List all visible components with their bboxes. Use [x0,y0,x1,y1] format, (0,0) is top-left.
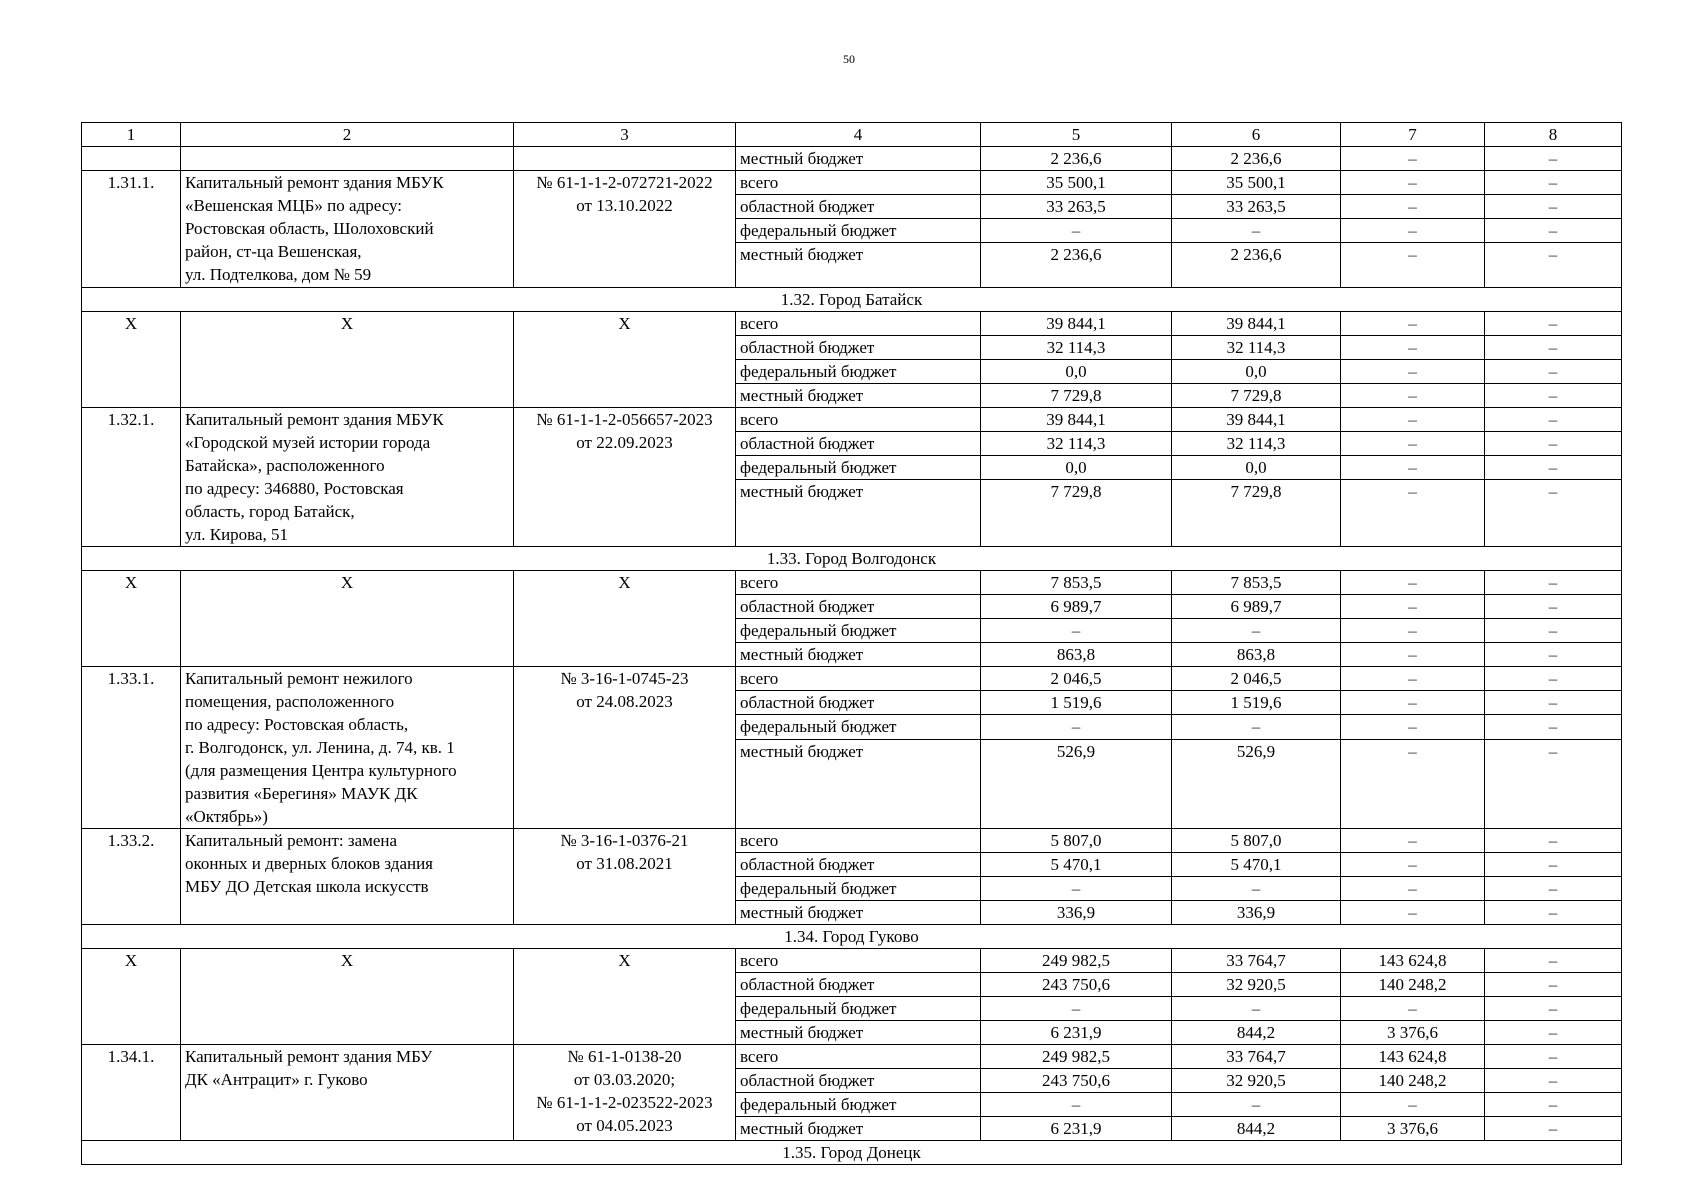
item-description [181,666,514,828]
value-cell: 2 236,6 [981,243,1172,288]
value-cell: – [1485,1068,1622,1092]
description-line: «Городской музей истории города [185,432,431,452]
value-cell: 1 519,6 [1172,690,1341,714]
section-row [82,1140,1622,1164]
item-number: 1.34.1. [82,1044,181,1140]
budget-type-cell: местный бюджет [736,243,981,288]
value-cell: – [1341,852,1485,876]
value-cell: 243 750,6 [981,1068,1172,1092]
value-cell: – [1485,828,1622,852]
value-cell: 5 807,0 [981,828,1172,852]
item-number: 1.31.1. [82,171,181,288]
value-cell: 5 470,1 [981,852,1172,876]
value-cell: – [1341,715,1485,739]
value-cell: – [1485,1116,1622,1140]
document-line: от 04.05.2023 [576,1115,673,1135]
description-line: МБУ ДО Детская школа искусств [185,876,429,896]
value-cell: – [1485,900,1622,924]
value-cell: 249 982,5 [981,948,1172,972]
value-cell: 143 624,8 [1341,1044,1485,1068]
value-cell: – [1485,570,1622,594]
section-row [82,924,1622,948]
budget-table [81,122,1622,1165]
budget-type-cell: всего [736,828,981,852]
value-cell: – [1485,407,1622,431]
budget-type-cell: всего [736,1044,981,1068]
header-cell: 7 [1341,123,1485,147]
document-line: № 61-1-0138-20 [567,1046,682,1066]
budget-type-cell: федеральный бюджет [736,219,981,243]
value-cell: 5 807,0 [1172,828,1341,852]
description-line: Капитальный ремонт нежилого [185,668,413,688]
value-cell: – [1341,383,1485,407]
value-cell: – [1341,828,1485,852]
value-cell: 0,0 [981,455,1172,479]
budget-type-cell: всего [736,666,981,690]
value-cell: – [1341,594,1485,618]
value-cell: – [981,996,1172,1020]
value-cell: – [981,876,1172,900]
value-cell: – [981,219,1172,243]
document-reference [514,311,736,407]
budget-type-cell: областной бюджет [736,195,981,219]
value-cell: 0,0 [1172,359,1341,383]
value-cell: – [1341,219,1485,243]
value-cell: – [1485,876,1622,900]
description-line: ул. Кирова, 51 [185,524,289,544]
value-cell: – [1485,852,1622,876]
section-title: 1.33. Город Волгодонск [82,546,1622,570]
value-cell: 0,0 [1172,455,1341,479]
table-row [82,570,1622,594]
value-cell: – [1341,618,1485,642]
value-cell: – [1341,666,1485,690]
item-number: Х [82,570,181,666]
value-cell: – [1485,243,1622,288]
value-cell: 143 624,8 [1341,948,1485,972]
budget-type-cell: местный бюджет [736,642,981,666]
value-cell: 32 114,3 [1172,431,1341,455]
description-line: ДК «Антрацит» г. Гуково [185,1069,368,1089]
empty-cell [181,147,514,171]
table-row [82,171,1622,195]
value-cell: 35 500,1 [981,171,1172,195]
value-cell: – [981,715,1172,739]
document-reference [514,407,736,546]
value-cell: 7 729,8 [981,479,1172,546]
document-line: № 61-1-1-2-056657-2023 [536,409,713,429]
value-cell: 33 764,7 [1172,948,1341,972]
value-cell: – [1485,972,1622,996]
description-line: (для размещения Центра культурного [185,760,457,780]
description-line: Х [340,950,354,970]
value-cell: 526,9 [1172,739,1341,828]
header-cell: 5 [981,123,1172,147]
description-line: район, ст-ца Вешенская, [185,242,362,261]
value-cell: – [1341,739,1485,828]
value-cell: 0,0 [981,359,1172,383]
value-cell: – [1485,594,1622,618]
document-line: № 3-16-1-0745-23 [560,668,689,688]
table-row [82,147,1622,171]
item-description [181,828,514,924]
value-cell: – [1485,948,1622,972]
value-cell: – [1485,171,1622,195]
value-cell: – [1341,431,1485,455]
value-cell: 6 231,9 [981,1020,1172,1044]
budget-type-cell: местный бюджет [736,1116,981,1140]
value-cell: 32 920,5 [1172,1068,1341,1092]
item-description [181,570,514,666]
budget-type-cell: федеральный бюджет [736,359,981,383]
document-reference [514,570,736,666]
item-description [181,171,514,288]
value-cell: – [1485,455,1622,479]
table-row [82,1044,1622,1068]
budget-type-cell: местный бюджет [736,900,981,924]
description-line: область, город Батайск, [185,501,355,521]
budget-type-cell: областной бюджет [736,594,981,618]
description-line: по адресу: Ростовская область, [185,714,409,734]
description-line: Ростовская область, Шолоховский [185,219,434,238]
item-description [181,311,514,407]
budget-type-cell: областной бюджет [736,972,981,996]
value-cell: – [1485,335,1622,359]
value-cell: – [981,1092,1172,1116]
value-cell: 526,9 [981,739,1172,828]
value-cell: 5 470,1 [1172,852,1341,876]
budget-type-cell: федеральный бюджет [736,715,981,739]
header-cell: 3 [514,123,736,147]
table-row [82,311,1622,335]
value-cell: 6 231,9 [981,1116,1172,1140]
value-cell: – [1485,996,1622,1020]
value-cell: – [1341,479,1485,546]
document-reference [514,1044,736,1140]
value-cell: – [1485,690,1622,714]
value-cell: – [1485,147,1622,171]
value-cell: 336,9 [1172,900,1341,924]
budget-type-cell: местный бюджет [736,1020,981,1044]
header-cell: 1 [82,123,181,147]
table-row [82,828,1622,852]
value-cell: – [1485,383,1622,407]
table-row [82,948,1622,972]
description-line: Капитальный ремонт здания МБУК [185,173,444,192]
document-reference [514,828,736,924]
document-reference [514,948,736,1044]
description-line: оконных и дверных блоков здания [185,853,434,873]
value-cell: – [1341,876,1485,900]
value-cell: – [1341,243,1485,288]
header-cell: 6 [1172,123,1341,147]
description-line: «Вешенская МЦБ» по адресу: [185,196,403,215]
header-cell: 4 [736,123,981,147]
budget-type-cell: федеральный бюджет [736,996,981,1020]
budget-type-cell: областной бюджет [736,335,981,359]
document-reference [514,171,736,288]
value-cell: 32 114,3 [981,431,1172,455]
budget-type-cell: всего [736,311,981,335]
value-cell: 39 844,1 [1172,311,1341,335]
item-number: 1.33.2. [82,828,181,924]
value-cell: 6 989,7 [1172,594,1341,618]
value-cell: – [1341,147,1485,171]
value-cell: – [1485,642,1622,666]
value-cell: 7 853,5 [1172,570,1341,594]
value-cell: – [1485,1092,1622,1116]
description-line: по адресу: 346880, Ростовская [185,478,404,498]
budget-type-cell: всего [736,171,981,195]
value-cell: 844,2 [1172,1116,1341,1140]
value-cell: 32 920,5 [1172,972,1341,996]
description-line: Капитальный ремонт здания МБУК [185,409,444,429]
description-line: Капитальный ремонт: замена [185,830,398,850]
item-number: 1.32.1. [82,407,181,546]
header-cell: 2 [181,123,514,147]
budget-type-cell: всего [736,948,981,972]
section-row [82,287,1622,311]
value-cell: 140 248,2 [1341,1068,1485,1092]
value-cell: 336,9 [981,900,1172,924]
value-cell: – [1341,690,1485,714]
header-cell: 8 [1485,123,1622,147]
value-cell: 6 989,7 [981,594,1172,618]
value-cell: – [1341,900,1485,924]
page-number: 50 [843,52,855,66]
budget-type-cell: областной бюджет [736,690,981,714]
value-cell: – [1341,407,1485,431]
document-line: от 31.08.2021 [576,853,673,873]
value-cell: 7 729,8 [1172,383,1341,407]
value-cell: – [981,618,1172,642]
item-number: Х [82,948,181,1044]
value-cell: 32 114,3 [981,335,1172,359]
value-cell: – [1485,479,1622,546]
description-line: Капитальный ремонт здания МБУ [185,1046,433,1066]
document-line: от 24.08.2023 [576,691,673,711]
budget-type-cell: федеральный бюджет [736,618,981,642]
value-cell: 863,8 [981,642,1172,666]
document-line: № 61-1-1-2-023522-2023 [536,1092,713,1112]
value-cell: 7 729,8 [1172,479,1341,546]
value-cell: 39 844,1 [981,311,1172,335]
value-cell: 33 263,5 [1172,195,1341,219]
table-row [82,407,1622,431]
value-cell: – [1172,618,1341,642]
value-cell: – [1485,1044,1622,1068]
value-cell: 35 500,1 [1172,171,1341,195]
value-cell: 3 376,6 [1341,1020,1485,1044]
value-cell: 32 114,3 [1172,335,1341,359]
value-cell: – [1485,359,1622,383]
empty-cell [82,147,181,171]
value-cell: – [1341,359,1485,383]
value-cell: – [1341,996,1485,1020]
value-cell: 39 844,1 [981,407,1172,431]
value-cell: – [1341,455,1485,479]
value-cell: – [1485,1020,1622,1044]
value-cell: – [1485,219,1622,243]
document-line: № 61-1-1-2-072721-2022 [536,173,713,192]
value-cell: – [1485,311,1622,335]
value-cell: 2 236,6 [981,147,1172,171]
document-line: от 03.03.2020; [573,1069,676,1089]
document-line: Х [618,313,631,333]
value-cell: – [1485,666,1622,690]
description-line: помещения, расположенного [185,691,395,711]
value-cell: 2 046,5 [1172,666,1341,690]
section-row [82,546,1622,570]
budget-type-cell: областной бюджет [736,852,981,876]
description-line: развития «Берегиня» МАУК ДК [185,783,418,803]
value-cell: – [1341,335,1485,359]
budget-type-cell: областной бюджет [736,1068,981,1092]
item-number: Х [82,311,181,407]
empty-cell [514,147,736,171]
section-title: 1.34. Город Гуково [82,924,1622,948]
value-cell: – [1341,1092,1485,1116]
document-line: от 13.10.2022 [576,196,673,215]
value-cell: – [1172,1092,1341,1116]
value-cell: – [1341,171,1485,195]
section-title: 1.35. Город Донецк [82,1140,1622,1164]
value-cell: 33 263,5 [981,195,1172,219]
value-cell: 249 982,5 [981,1044,1172,1068]
budget-type-cell: федеральный бюджет [736,876,981,900]
item-description [181,948,514,1044]
value-cell: 140 248,2 [1341,972,1485,996]
value-cell: – [1341,195,1485,219]
value-cell: – [1172,996,1341,1020]
value-cell: – [1341,642,1485,666]
document-line: Х [618,572,631,592]
description-line: «Октябрь») [185,806,268,826]
section-title: 1.32. Город Батайск [82,287,1622,311]
value-cell: – [1341,311,1485,335]
item-description [181,1044,514,1140]
budget-type-cell: федеральный бюджет [736,1092,981,1116]
description-line: Х [340,572,354,592]
budget-type-cell: федеральный бюджет [736,455,981,479]
budget-type-cell: местный бюджет [736,479,981,546]
value-cell: 863,8 [1172,642,1341,666]
budget-type-cell: местный бюджет [736,739,981,828]
budget-type-cell: областной бюджет [736,431,981,455]
value-cell: – [1172,219,1341,243]
value-cell: 7 729,8 [981,383,1172,407]
description-line: Батайска», расположенного [185,455,385,475]
document-line: Х [618,950,631,970]
value-cell: – [1485,715,1622,739]
description-line: Х [340,313,354,333]
budget-type-cell: местный бюджет [736,383,981,407]
value-cell: – [1172,876,1341,900]
document-line: № 3-16-1-0376-21 [560,830,689,850]
value-cell: – [1485,431,1622,455]
item-number: 1.33.1. [82,666,181,828]
value-cell: 2 046,5 [981,666,1172,690]
value-cell: – [1485,618,1622,642]
budget-type-cell: всего [736,570,981,594]
value-cell: – [1172,715,1341,739]
value-cell: 1 519,6 [981,690,1172,714]
value-cell: 7 853,5 [981,570,1172,594]
value-cell: 243 750,6 [981,972,1172,996]
value-cell: – [1485,195,1622,219]
value-cell: – [1485,739,1622,828]
item-description [181,407,514,546]
document-line: от 22.09.2023 [576,432,673,452]
table-row [82,666,1622,690]
value-cell: 39 844,1 [1172,407,1341,431]
header-row [82,123,1622,147]
budget-type-cell: всего [736,407,981,431]
value-cell: – [1341,570,1485,594]
value-cell: 2 236,6 [1172,147,1341,171]
description-line: г. Волгодонск, ул. Ленина, д. 74, кв. 1 [185,737,455,757]
value-cell: 2 236,6 [1172,243,1341,288]
value-cell: 844,2 [1172,1020,1341,1044]
document-reference [514,666,736,828]
description-line: ул. Подтелкова, дом № 59 [185,265,372,284]
budget-type-cell: местный бюджет [736,147,981,171]
value-cell: 3 376,6 [1341,1116,1485,1140]
value-cell: 33 764,7 [1172,1044,1341,1068]
